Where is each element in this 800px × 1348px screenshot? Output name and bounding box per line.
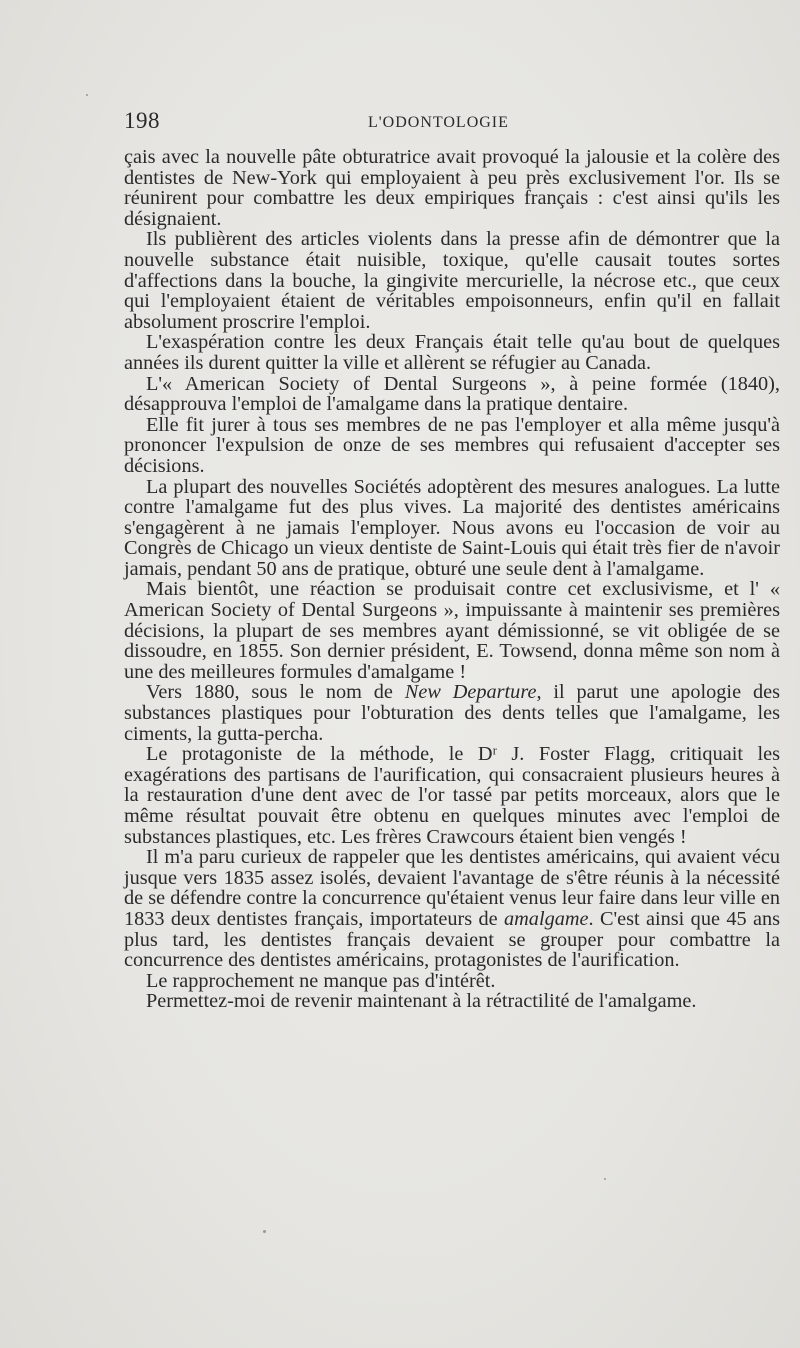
body-text (124, 147, 780, 1012)
paragraph: Ils publièrent des articles violents dans la presse afin de démontrer que la nouvelle substance était nuisible, toxique, qu'elle causait toutes sortes d'affections dans la bouche, la gingivite mercurielle, la nécrose etc., que ceux qui l'employaient étaient de véritables empoisonneurs, enfin qu'il en fallait absolument proscrire l'emploi. (124, 228, 780, 333)
paper-speck (263, 1230, 266, 1233)
page-header (124, 108, 780, 138)
paper-speck (604, 1178, 606, 1180)
paragraph: L'exaspération contre les deux Français était telle qu'au bout de quelques années ils durent quitter la ville et allèrent se réfugier au Canada. (124, 331, 780, 374)
paragraph-text: . C'est ainsi que 45 ans plus tard, les dentistes français devaient se grouper pour combattre la concurrence des dentistes américains, protagonistes de l'aurification. (124, 907, 780, 972)
paragraph: L'« American Society of Dental Surgeons », à peine formée (1840), désapprouva l'emploi de l'amalgame dans la pratique dentaire. (124, 372, 780, 416)
paragraph: La plupart des nouvelles Sociétés adoptèrent des mesures analogues. La lutte contre l'amalgame fut des plus vives. La majorité des dentistes américains s'engagèrent à ne jamais l'employer. Nous avons eu l'occasion de voir au Congrès de Chicago un vieux dentiste de Saint-Louis qui était très fier de n'avoir jamais, pendant 50 ans de pratique, obturé une seule dent à l'amalgame. (124, 475, 780, 580)
paragraph: Le rapprochement ne manque pas d'intérêt. (146, 969, 496, 992)
paragraph-text: Il m'a paru curieux de rappeler que les dentistes américains, qui avaient vécu jusque vers 1835 assez isolés, devaient l'avantage de s'être réunis à la nécessité de se défendre contre la concurrence qu'étaient venus leur faire dans leur ville en 1833 deux dentistes français, importateurs de (124, 846, 780, 930)
paper-speck (86, 94, 88, 96)
italic-term: New Departure (404, 681, 537, 704)
paragraph: Mais bientôt, une réaction se produisait contre cet exclusivisme, et l' « American Society of Dental Surgeons », impuissante à maintenir ses premières décisions, la plupart de ses membres ayant démissionné, se vit obligée de se dissoudre, en 1855. Son dernier président, E. Towsend, donna même son nom à une des meilleures formules d'amalgame ! (124, 578, 780, 683)
page-number: 198 (124, 108, 160, 133)
paragraph: Elle fit jurer à tous ses membres de ne pas l'employer et alla même jusqu'à prononcer l'expulsion de onze de ses membres qui refusaient d'accepter ses décisions. (124, 413, 780, 477)
paragraph: Le protagoniste de la méthode, le Dʳ J. Foster Flagg, critiquait les exagérations des partisans de l'aurification, qui consacraient plusieurs heures à la restauration d'une dent avec de l'or tassé par petits morceaux, alors que le même résultat pouvait être obtenu en quelques minutes avec l'emploi de substances plastiques, etc. Les frères Crawcours étaient bien vengés ! (124, 743, 780, 848)
italic-term: amalgame (504, 907, 589, 930)
paragraph: çais avec la nouvelle pâte obturatrice avait provoqué la jalousie et la colère des dentistes de New-York qui employaient à peu près exclusivement l'or. Ils se réunirent pour combattre les deux empiriques français : c'est ainsi qu'ils les désignaient. (124, 146, 780, 230)
paragraph (124, 682, 780, 744)
paragraph-text: , il parut une apologie des substances plastiques pour l'obturation des dents telles que l'amalgame, les ciments, la gutta-percha. (124, 681, 780, 745)
paragraph-text: Vers 1880, sous le nom de (146, 681, 405, 704)
paragraph (124, 847, 780, 971)
paragraph: Permettez-moi de revenir maintenant à la rétractilité de l'amalgame. (146, 990, 697, 1013)
running-head: L'ODONTOLOGIE (368, 114, 509, 131)
